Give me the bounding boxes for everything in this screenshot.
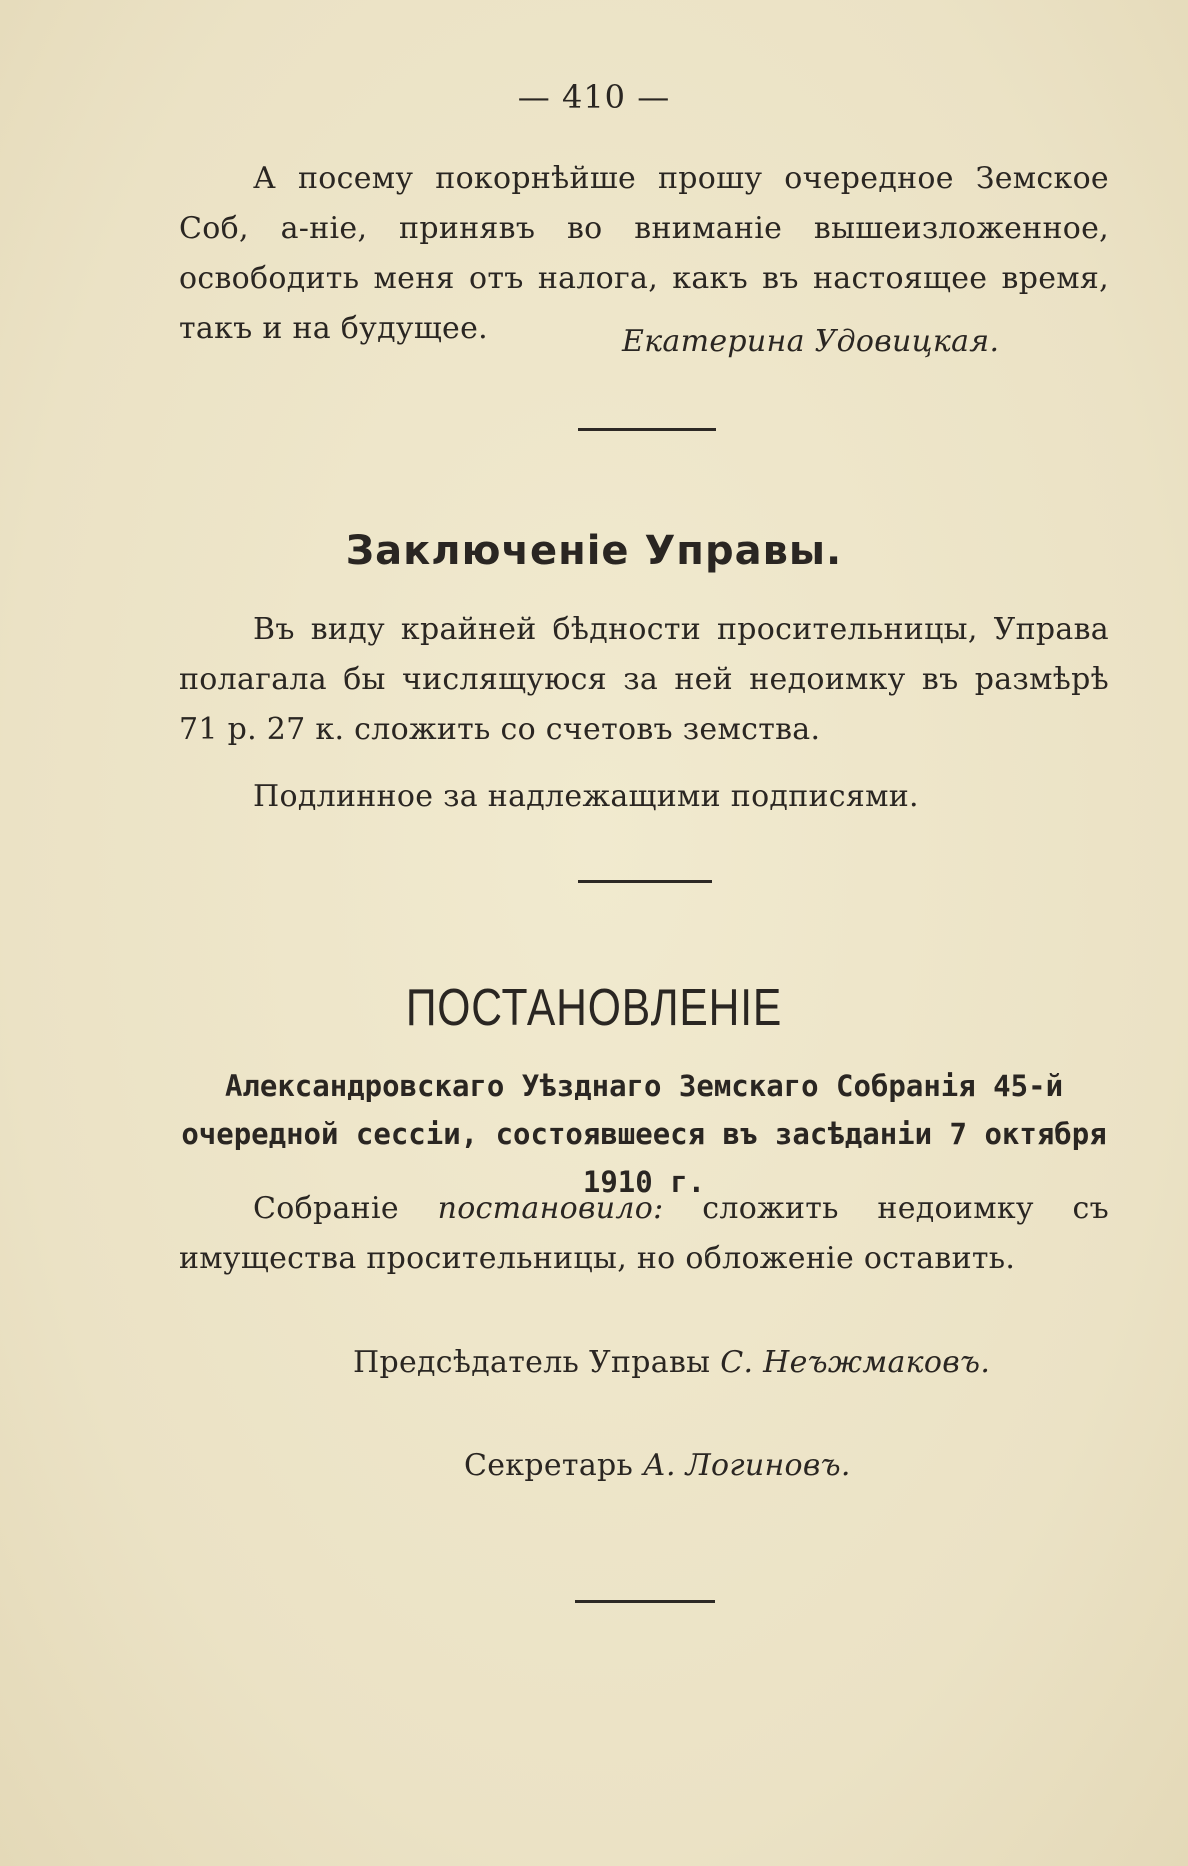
page-number: — 410 —: [517, 78, 671, 116]
secretary-title: Секретарь: [464, 1448, 643, 1483]
petition-closing-paragraph: А посему покорнѣйше прошу очередное Земское Соб, а-ніе, принявъ во вниманіе вышеизложенное, освободить меня отъ налога, какъ въ настоящее время, такъ и на будущее.: [179, 161, 1109, 346]
resolution-heading: ПОСТАНОВЛЕНІЕ: [405, 979, 783, 1037]
board-conclusion-heading: Заключеніе Управы.: [345, 528, 843, 574]
original-signatures-note: Подлинное за надлежащими подписями.: [253, 779, 919, 814]
resolution-subheading: Александровскаго Уѣзднаго Земскаго Собранія 45-й очередной сессіи, состоявшееся въ засѣданіи 7 октября 1910 г.: [181, 1069, 1107, 1199]
resolution-paragraph: [179, 1184, 1109, 1284]
chairman-signature-line: [353, 1343, 990, 1383]
resolution-text-start: Собраніе: [253, 1191, 438, 1226]
resolution-text-emphasis: постановило:: [437, 1191, 664, 1226]
section-divider: [578, 428, 716, 431]
chairman-title: Предсѣдатель Управы: [353, 1345, 721, 1380]
board-conclusion-paragraph: Въ виду крайней бѣдности просительницы, Управа полагала бы числящуюся за ней недоимку въ размѣрѣ 71 р. 27 к. сложить со счетовъ земства.: [179, 612, 1109, 747]
chairman-name: С. Неъжмаковъ.: [720, 1345, 991, 1380]
resolution-text-end: сложить недоимку съ имущества просительницы, но обложеніе оставить.: [179, 1191, 1109, 1276]
petitioner-signature: Екатерина Удовицкая.: [622, 324, 1000, 359]
section-divider: [578, 880, 712, 883]
closing-divider: [575, 1600, 715, 1603]
secretary-signature-line: [464, 1446, 851, 1486]
secretary-name: А. Логиновъ.: [642, 1448, 851, 1483]
